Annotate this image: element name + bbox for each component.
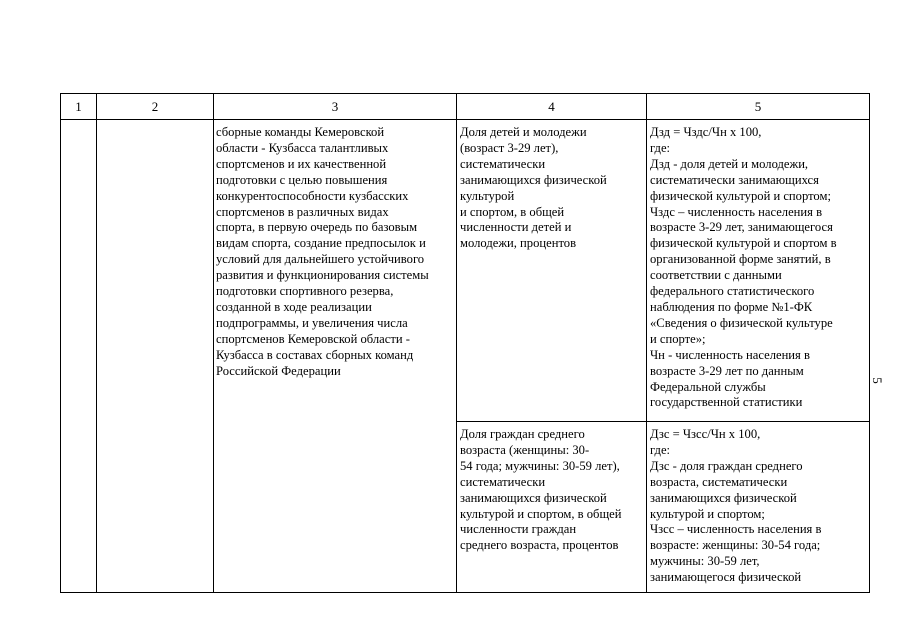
row-cell-col-1 xyxy=(61,120,97,593)
header-col-2: 2 xyxy=(97,94,214,120)
table-header-row xyxy=(61,94,870,120)
row-cell-col-4 xyxy=(457,120,647,422)
indicator-name-text: Доля граждан среднего возраста (женщины: 30- 54 года; мужчины: 30-59 лет), систематически занимающихся физической культурой и спортом, в общей численности граждан среднего возраста, процентов xyxy=(460,427,622,553)
row-cell-col-2 xyxy=(97,120,214,593)
indicator-formula-text: Дзд = Чздс/Чн х 100, где: Дзд - доля детей и молодежи, систематически занимающихся физической культурой и спортом; Чздс – численность населения в возрасте 3-29 лет, занимающегося физической культурой и спортом в организованной форме занятий, в соответствии с данными федерального статистического наблюдения по форме №1-ФК «Сведения о физической культуре и спорте»; Чн - численность населения в возрасте 3-29 лет по данным Федеральной службы государственной статистики xyxy=(650,125,837,410)
indicator-name-text: Доля детей и молодежи (возраст 3-29 лет), систематически занимающихся физической культурой и спортом, в общей численности детей и молодежи, процентов xyxy=(460,125,607,251)
header-col-5: 5 xyxy=(647,94,870,120)
row-cell-col-4 xyxy=(457,422,647,593)
page-number: 5 xyxy=(869,377,885,384)
indicator-table xyxy=(60,93,870,593)
row-cell-col-5 xyxy=(647,120,870,422)
row-cell-col-5 xyxy=(647,422,870,593)
header-col-1: 1 xyxy=(61,94,97,120)
indicator-formula-text: Дзс = Чзсс/Чн х 100, где: Дзс - доля граждан среднего возраста, систематически занимающихся физической культурой и спортом; Чзсс – численность населения в возрасте: женщины: 30-54 года; мужчины: 30-59 лет, занимающегося физической xyxy=(650,427,822,585)
row-cell-col-3 xyxy=(214,120,457,593)
header-col-4: 4 xyxy=(457,94,647,120)
header-col-3: 3 xyxy=(214,94,457,120)
task-description-text: сборные команды Кемеровской области - Кузбасса талантливых спортсменов и их качественной подготовки с целью повышения конкурентоспособности кузбасских спортсменов в различных видах спорта, в первую очередь по базовым видам спорта, создание предпосылок и условий для дальнейшего устойчивого развития и функционирования системы подготовки спортивного резерва, созданной в ходе реализации подпрограммы, и увеличения числа спортсменов Кемеровской области - Кузбасса в составах сборных команд Российской Федерации xyxy=(216,125,429,378)
table-row xyxy=(61,120,870,422)
